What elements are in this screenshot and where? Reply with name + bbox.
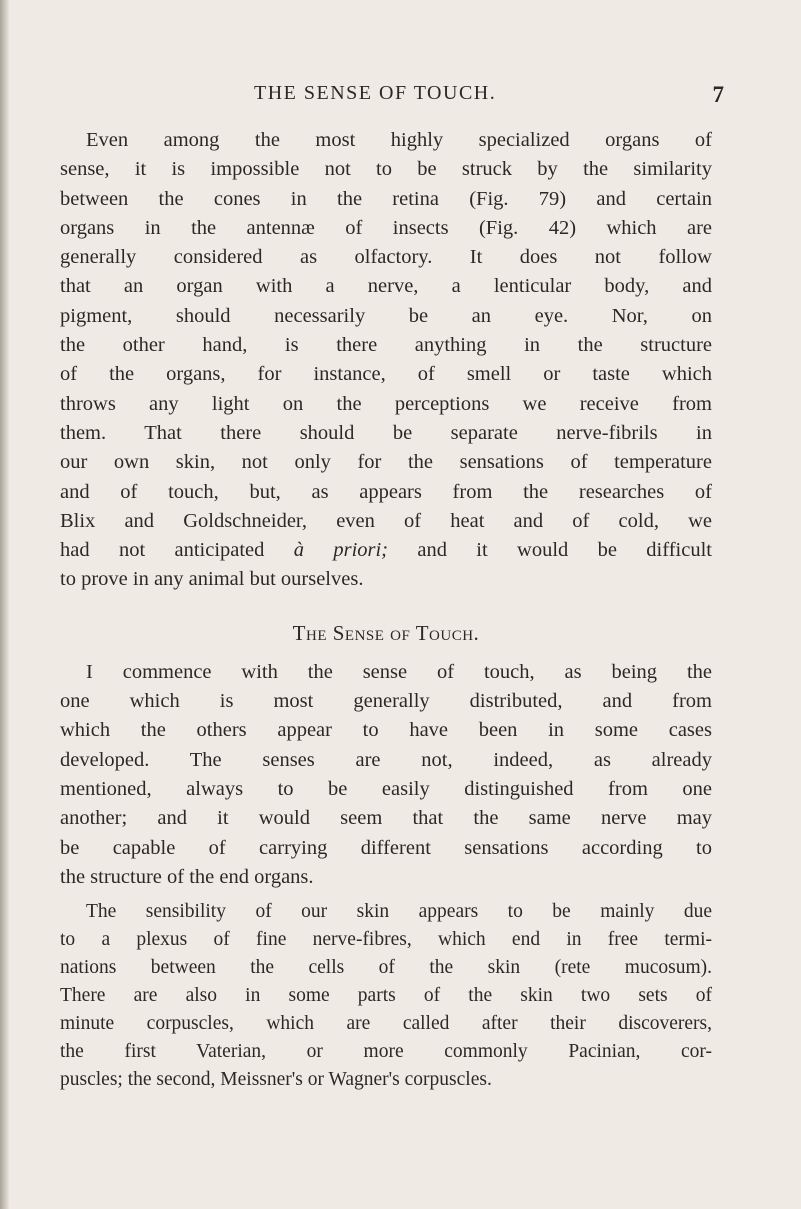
text-line: throws any light on the perceptions we receive from xyxy=(60,392,712,415)
text-line: which the others appear to have been in some cases xyxy=(60,719,712,742)
paragraph-skin-sensibility xyxy=(60,898,712,1094)
text-line: them. That there should be separate nerve-fibrils in xyxy=(60,421,712,444)
text-line: mentioned, always to be easily distinguished from one xyxy=(60,777,712,800)
text-line: the structure of the end organs. xyxy=(60,865,314,888)
text-line: generally considered as olfactory. It does not follow xyxy=(60,246,712,269)
text-line: between the cones in the retina (Fig. 79) and certain xyxy=(60,187,712,210)
text-line: I commence with the sense of touch, as being the xyxy=(86,660,712,683)
italic-phrase: à priori; xyxy=(293,539,389,562)
text-line: There are also in some parts of the skin two sets of xyxy=(60,985,712,1007)
text-fragment: and it would be difficult xyxy=(388,539,712,562)
text-line: nations between the cells of the skin (rete mucosum). xyxy=(60,957,712,979)
paragraph-sense-of-touch xyxy=(60,658,712,892)
text-line: Blix and Goldschneider, even of heat and of cold, we xyxy=(60,509,712,532)
text-line: the other hand, is there anything in the structure xyxy=(60,334,712,357)
text-line: pigment, should necessarily be an eye. Nor, on xyxy=(60,304,712,327)
paragraph-specialized-organs xyxy=(60,126,712,595)
section-heading: The Sense of Touch. xyxy=(292,620,480,645)
text-line: that an organ with a nerve, a lenticular body, and xyxy=(60,275,712,298)
text-line: our own skin, not only for the sensations of temperature xyxy=(60,451,712,474)
text-line: of the organs, for instance, of smell or taste which xyxy=(60,363,712,386)
text-line: developed. The senses are not, indeed, as already xyxy=(60,748,712,771)
page-header xyxy=(60,82,730,112)
running-head: THE SENSE OF TOUCH. xyxy=(254,82,497,104)
text-line: Even among the most highly specialized organs of xyxy=(86,129,712,151)
text-line: minute corpuscles, which are called after their discoverers, xyxy=(60,1013,712,1035)
text-line: to a plexus of fine nerve-fibres, which end in free termi- xyxy=(60,929,712,951)
text-line: organs in the antennæ of insects (Fig. 42) which are xyxy=(60,216,712,239)
binding-gutter-shadow xyxy=(0,0,9,1209)
page-number: 7 xyxy=(712,82,724,107)
text-line: to prove in any animal but ourselves. xyxy=(60,568,364,591)
text-line: The sensibility of our skin appears to be mainly due xyxy=(86,901,712,923)
text-line: be capable of carrying different sensations according to xyxy=(60,836,712,859)
text-line: one which is most generally distributed, and from xyxy=(60,690,712,713)
text-line xyxy=(60,536,712,565)
text-line: puscles; the second, Meissner's or Wagner's corpuscles. xyxy=(60,1069,492,1091)
text-fragment: had not anticipated xyxy=(60,539,294,562)
text-line: the first Vaterian, or more commonly Pacinian, cor- xyxy=(60,1041,712,1063)
page-body xyxy=(60,126,712,1094)
text-line: sense, it is impossible not to be struck by the similarity xyxy=(60,158,712,181)
text-line: another; and it would seem that the same nerve may xyxy=(60,807,712,830)
text-line: and of touch, but, as appears from the researches of xyxy=(60,480,712,503)
